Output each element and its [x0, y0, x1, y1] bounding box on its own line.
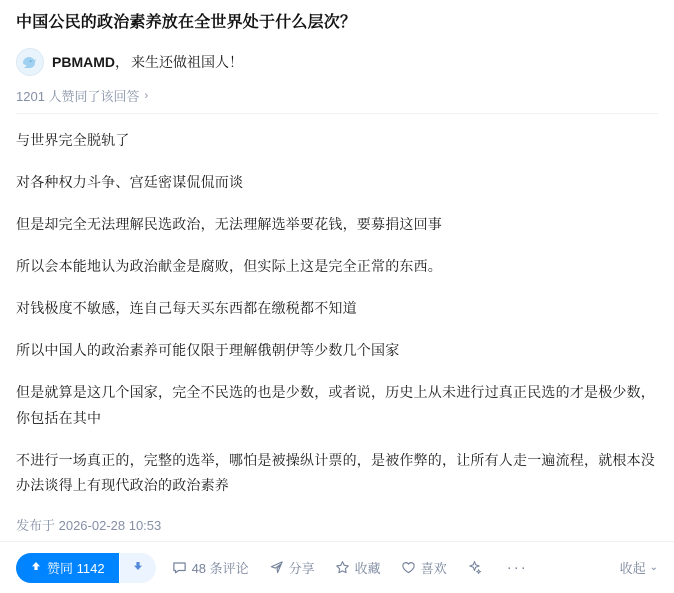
- favorite-label: 收藏: [354, 561, 381, 576]
- action-bar: [0, 541, 674, 593]
- author-bio: 来生还做祖国人！: [131, 54, 243, 71]
- page-title: 中国公民的政治素养放在全世界处于什么层次？: [16, 14, 357, 31]
- share-label: 分享: [288, 561, 315, 576]
- bird-avatar-icon: [20, 52, 40, 72]
- answer-paragraph: [16, 338, 658, 364]
- like-button[interactable]: [401, 558, 447, 577]
- answer-paragraph-annotated: 所以中国人的政治素养可能仅限于理解俄朝伊等少数几个国家: [16, 341, 400, 358]
- more-button[interactable]: ···: [506, 559, 528, 576]
- share-icon: [269, 560, 284, 575]
- author-separator: ，: [115, 54, 129, 71]
- divider: [16, 113, 658, 114]
- answer-paragraph: 不进行一场真正的，完整的选举，哪怕是被操纵计票的，是被作弊的，让所有人走一遍流程，就根本没办法谈得上有现代政治的政治素养: [16, 451, 655, 494]
- collapse-button[interactable]: [620, 558, 658, 577]
- author-name[interactable]: PBMAMD: [52, 54, 115, 71]
- chevron-down-icon: ⌄: [649, 562, 658, 573]
- star-icon: [335, 560, 350, 575]
- chevron-right-icon: ›: [144, 89, 149, 102]
- collapse-label: 收起: [619, 561, 646, 576]
- vote-summary-label: 1201 人赞同了该回答: [16, 89, 140, 105]
- comments-button[interactable]: [172, 558, 249, 577]
- avatar[interactable]: [16, 48, 44, 76]
- like-label: 喜欢: [420, 561, 447, 576]
- answer-paragraph: 对各种权力斗争、宫廷密谋侃侃而谈: [16, 174, 244, 191]
- share-button[interactable]: [269, 558, 315, 577]
- downvote-button[interactable]: [120, 553, 156, 583]
- author-row: [16, 48, 658, 76]
- vote-group: [16, 553, 156, 583]
- answer-paragraph: 对钱极度不敏感，连自己每天买东西都在缴税都不知道: [16, 299, 357, 316]
- upvote-button[interactable]: [16, 553, 119, 583]
- heart-icon: [401, 560, 416, 575]
- arrow-down-icon: [132, 560, 144, 575]
- sparkle-icon: [467, 560, 482, 575]
- sparkle-button[interactable]: [467, 560, 487, 575]
- answer-paragraph: 但是就算是这几个国家，完全不民选的也是少数，或者说，历史上从未进行过真正民选的才是极少数，你包括在其中: [16, 383, 655, 426]
- comments-label: 48 条评论: [191, 561, 249, 576]
- comment-icon: [172, 560, 187, 575]
- answer-paragraph: 与世界完全脱轨了: [16, 132, 130, 149]
- answer-paragraph: 但是却完全无法理解民选政治，无法理解选举要花钱，要募捐这回事: [16, 216, 442, 233]
- arrow-up-icon: [30, 560, 42, 575]
- answer-body: [16, 128, 658, 499]
- answer-paragraph: [16, 254, 658, 280]
- vote-summary[interactable]: [16, 86, 658, 105]
- upvote-label: 赞同 1142: [47, 561, 105, 576]
- publish-timestamp: 发布于 2026-02-28 10:53: [16, 518, 162, 534]
- answer-paragraph-annotated: 所以会本能地认为政治献金是腐败，但实际上这是完全正常的东西。: [16, 258, 442, 275]
- favorite-button[interactable]: [335, 558, 381, 577]
